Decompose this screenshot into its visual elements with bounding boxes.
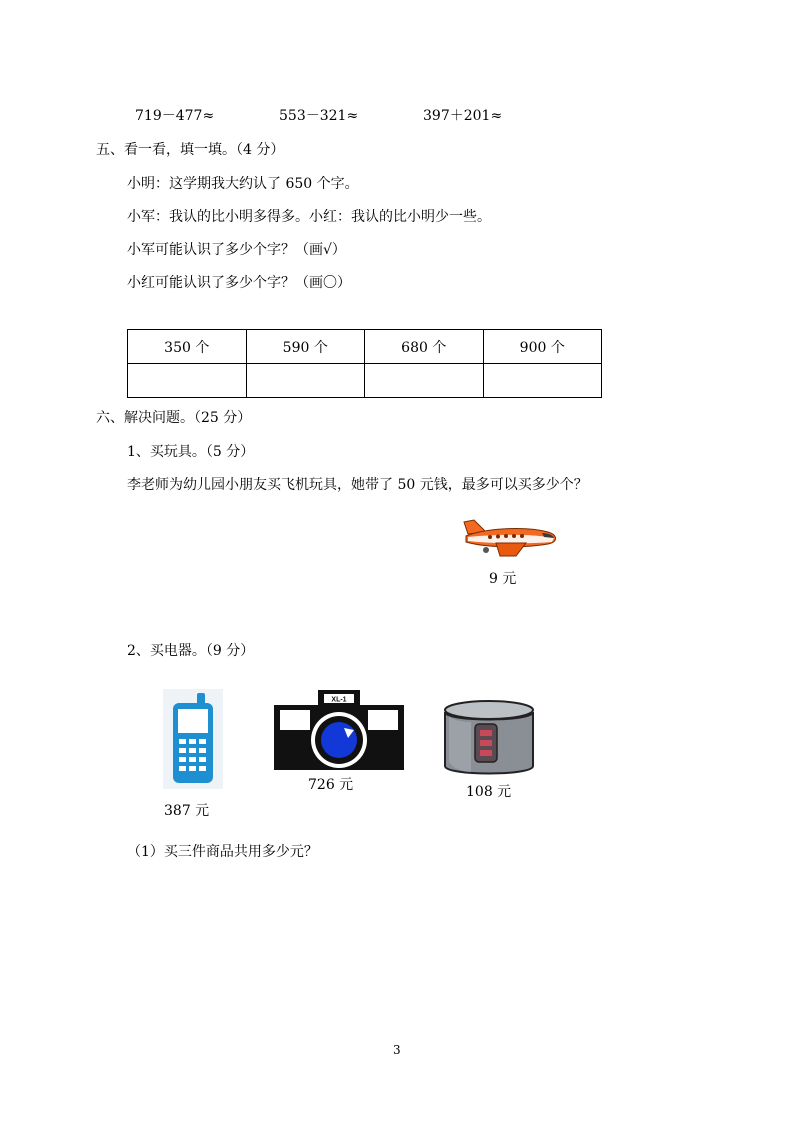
section-5-line-1: 小明：这学期我大约认了 650 个字。 bbox=[127, 176, 359, 192]
phone-price: 387 元 bbox=[164, 803, 210, 819]
table-header-cell: 680 个 bbox=[365, 330, 484, 364]
q2-title: 2、买电器。（9 分） bbox=[127, 643, 255, 659]
plane-price: 9 元 bbox=[489, 571, 517, 587]
section-5-line-4: 小红可能认识了多少个字？（画〇） bbox=[127, 275, 351, 291]
table-header-cell: 350 个 bbox=[128, 330, 247, 364]
section-5-title: 五、看一看，填一填。（4 分） bbox=[96, 142, 285, 158]
mobile-phone-icon bbox=[163, 689, 223, 789]
answer-cell[interactable] bbox=[483, 364, 602, 398]
q1-text: 李老师为幼儿园小朋友买飞机玩具，她带了 50 元钱，最多可以买多少个？ bbox=[127, 477, 588, 493]
cooker-price: 108 元 bbox=[466, 784, 512, 800]
rice-cooker-icon bbox=[441, 700, 537, 780]
estimate-1: 719－477≈ bbox=[135, 108, 215, 124]
answer-cell[interactable] bbox=[246, 364, 365, 398]
table-header-row bbox=[128, 330, 602, 364]
table-header-cell: 590 个 bbox=[246, 330, 365, 364]
answer-table bbox=[127, 329, 602, 398]
camera-model-label: XL-1 bbox=[331, 696, 347, 704]
camera-price: 726 元 bbox=[308, 777, 354, 793]
section-5-line-3: 小军可能认识了多少个字？（画√） bbox=[127, 242, 346, 258]
estimate-2: 553－321≈ bbox=[279, 108, 359, 124]
answer-cell[interactable] bbox=[128, 364, 247, 398]
table-header-cell: 900 个 bbox=[483, 330, 602, 364]
page-number: 3 bbox=[393, 1043, 401, 1057]
table-answer-row bbox=[128, 364, 602, 398]
section-5-line-2: 小军：我认的比小明多得多。小红：我认的比小明少一些。 bbox=[127, 209, 491, 225]
section-6-title: 六、解决问题。（25 分） bbox=[96, 410, 252, 426]
airplane-icon bbox=[456, 514, 560, 558]
answer-cell[interactable] bbox=[365, 364, 484, 398]
camera-icon bbox=[274, 690, 404, 770]
q1-title: 1、买玩具。（5 分） bbox=[127, 444, 255, 460]
q2-sub-question-1: （1）买三件商品共用多少元？ bbox=[127, 844, 318, 860]
estimate-3: 397＋201≈ bbox=[423, 108, 503, 124]
